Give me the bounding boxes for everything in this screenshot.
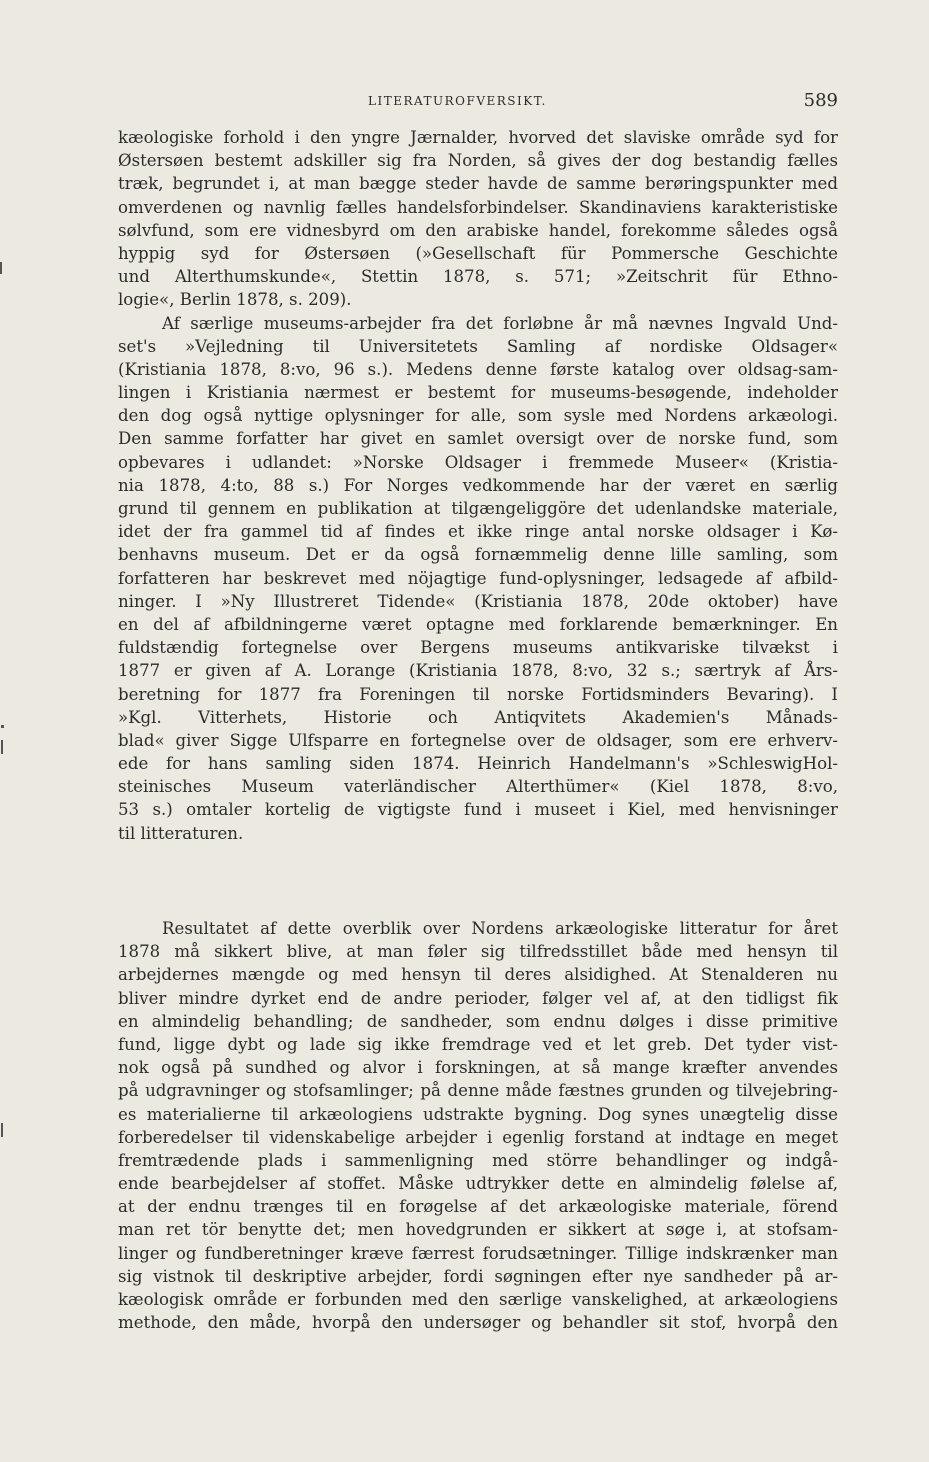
margin-mark xyxy=(1,740,3,754)
text-line: Af særlige museums-arbejder fra det forløbne år må nævnes Ingvald Und- xyxy=(162,313,838,333)
text-line: nok også på sundhed og alvor i forskningen, at så mange kræfter anvendes xyxy=(118,1058,838,1078)
text-line: Østersøen bestemt adskiller sig fra Norden, så gives der dog bestandig fælles xyxy=(118,151,838,171)
text-line: man ret tör benytte det; men hovedgrunden er sikkert at søge i, at stofsam- xyxy=(118,1220,838,1240)
text-line: Den samme forfatter har givet en samlet oversigt over de norske fund, som xyxy=(118,429,838,449)
text-line: sig vistnok til deskriptive arbejder, fordi søgningen efter nye sandheder på ar- xyxy=(118,1266,838,1286)
text-line: set's »Vejledning til Universitetets Samling af nordiske Oldsager« xyxy=(118,336,838,356)
text-line: benhavns museum. Det er da også fornæmmelig denne lille samling, som xyxy=(118,545,838,565)
text-line: forfatteren har beskrevet med nöjagtige fund-oplysninger, ledsagede af afbild- xyxy=(118,568,838,588)
text-line: nia 1878, 4:to, 88 s.) For Norges vedkommende har der været en særlig xyxy=(118,475,838,495)
text-line: »Kgl. Vitterhets, Historie och Antiqvitets Akademien's Månads- xyxy=(118,707,838,727)
paragraph-conclusion xyxy=(118,917,838,1334)
text-line: hyppig syd for Østersøen (»Gesellschaft für Pommersche Geschichte xyxy=(118,243,838,263)
text-line: kæologisk område er forbunden med den særlige vanskelighed, at arkæologiens xyxy=(118,1290,838,1309)
text-line: arbejdernes mængde og med hensyn til deres alsidighed. At Stenalderen nu xyxy=(118,965,838,985)
text-line: en almindelig behandling; de sandheder, som endnu dølges i disse primitive xyxy=(118,1011,838,1031)
text-line: fremtrædende plads i sammenligning med större behandlinger og indgå- xyxy=(118,1150,838,1170)
text-line: ede for hans samling siden 1874. Heinrich Handelmann's »SchleswigHol- xyxy=(118,754,838,774)
text-line: 1878 må sikkert blive, at man føler sig tilfredsstillet både med hensyn til xyxy=(118,942,838,962)
paragraph-museum-publications xyxy=(118,126,838,845)
text-line: på udgravninger og stofsamlinger; på denne måde fæstnes grunden og tilvejebring- xyxy=(118,1081,838,1101)
text-line: til litteraturen. xyxy=(118,823,244,843)
text-line: kæologiske forhold i den yngre Jærnalder, hvorved det slaviske område syd for xyxy=(118,128,838,147)
text-line: 53 s.) omtaler kortelig de vigtigste fund i museet i Kiel, med henvisninger xyxy=(118,800,838,820)
text-line: sølvfund, som ere vidnesbyrd om den arabiske handel, forekomme således også xyxy=(118,220,838,240)
text-line: lingen i Kristiania nærmest er bestemt for museums-besøgende, indeholder xyxy=(118,383,838,403)
margin-mark xyxy=(0,262,2,274)
text-line: træk, begrundet i, at man bægge steder havde de samme berøringspunkter med xyxy=(118,174,838,194)
margin-mark xyxy=(1,1123,3,1137)
page-number: 589 xyxy=(803,90,838,111)
text-line: beretning for 1877 fra Foreningen til norske Fortidsminders Bevaring). I xyxy=(118,684,838,704)
text-line: at der endnu trænges til en forøgelse af det arkæologiske materiale, förend xyxy=(118,1197,838,1217)
text-line: linger og fundberetninger kræve færrest forudsætninger. Tillige indskrænker man xyxy=(118,1243,838,1263)
text-line: logie«, Berlin 1878, s. 209). xyxy=(118,290,352,310)
text-line: blad« giver Sigge Ulfsparre en fortegnelse over de oldsager, som ere erhverv- xyxy=(118,730,838,750)
text-line: steinisches Museum vaterländischer Alterthümer« (Kiel 1878, 8:vo, xyxy=(118,777,838,797)
text-line: omverdenen og navnlig fælles handelsforbindelser. Skandinaviens karakteristiske xyxy=(118,197,838,217)
text-line: methode, den måde, hvorpå den undersøger og behandler sit stof, hvorpå den xyxy=(118,1313,838,1333)
text-line: den dog også nyttige oplysninger for alle, som sysle med Nordens arkæologi. xyxy=(118,406,838,426)
text-line: forberedelser til videnskabelige arbejder i egenlig forstand at indtage en meget xyxy=(118,1127,838,1147)
text-line: idet der fra gammel tid af findes et ikke ringe antal norske oldsager i Kø- xyxy=(118,522,838,542)
text-line: fund, ligge dybt og lade sig ikke fremdrage ved et let greb. Det tyder vist- xyxy=(118,1034,838,1054)
text-line: Resultatet af dette overblik over Nordens arkæologiske litteratur for året xyxy=(162,919,838,938)
running-title: LITERATUROFVERSIKT. xyxy=(368,94,547,108)
margin-mark xyxy=(1,725,4,728)
text-line: opbevares i udlandet: »Norske Oldsager i fremmede Museer« (Kristia- xyxy=(118,452,838,472)
text-line: bliver mindre dyrket end de andre perioder, følger vel af, at den tidligst fik xyxy=(118,988,838,1008)
text-line: (Kristiania 1878, 8:vo, 96 s.). Medens denne første katalog over oldsag-sam- xyxy=(118,359,838,379)
text-line: fuldstændig fortegnelse over Bergens museums antikvariske tilvækst i xyxy=(118,638,838,658)
text-line: ninger. I »Ny Illustreret Tidende« (Kristiania 1878, 20de oktober) have xyxy=(118,591,838,611)
text-line: grund til gennem en publikation at tilgængeliggöre det udenlandske materiale, xyxy=(118,499,838,518)
page-header xyxy=(118,90,838,116)
text-line: en del af afbildningerne været optagne med forklarende bemærkninger. En xyxy=(118,614,838,634)
text-line: 1877 er given af A. Lorange (Kristiania 1878, 8:vo, 32 s.; særtryk af Års- xyxy=(118,661,838,681)
text-line: ende bearbejdelser af stoffet. Måske udtrykker dette en almindelig følelse af, xyxy=(118,1174,838,1194)
text-line: es materialierne til arkæologiens udstrakte bygning. Dog synes unægtelig disse xyxy=(118,1104,838,1124)
text-line: und Alterthumskunde«, Stettin 1878, s. 571; »Zeitschrit für Ethno- xyxy=(118,267,838,287)
